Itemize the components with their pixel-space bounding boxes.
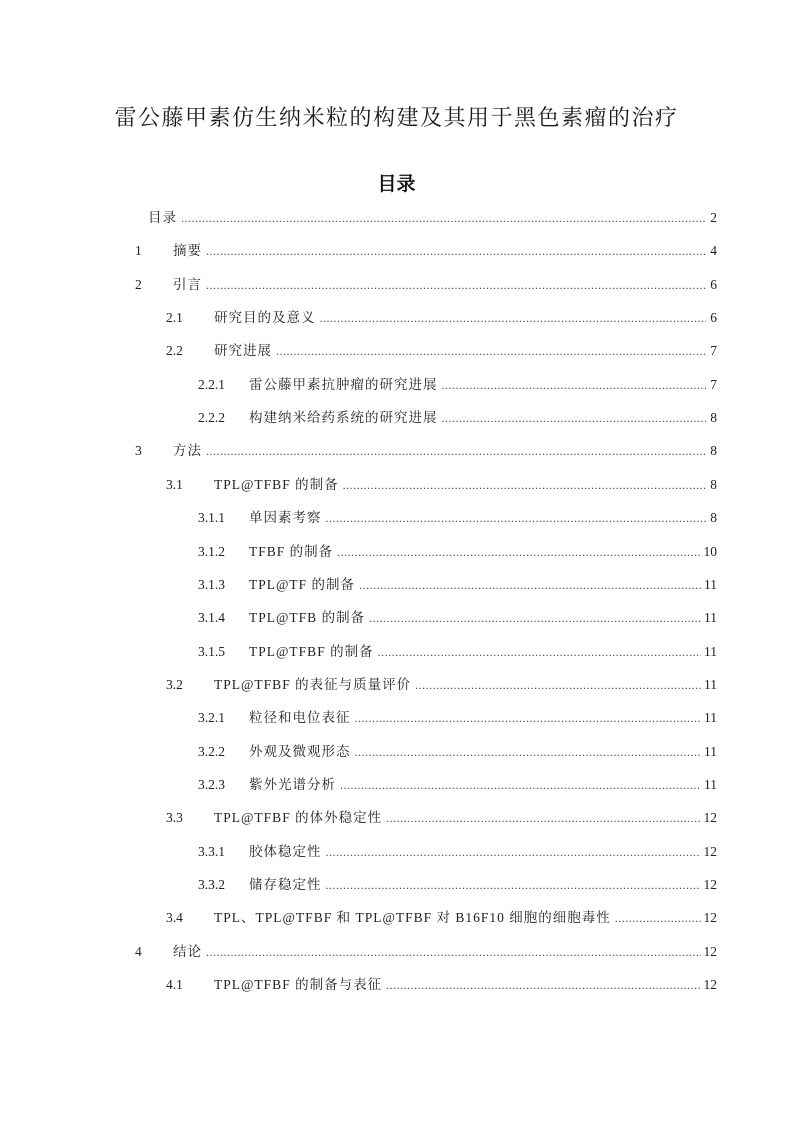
toc-entry-number: 4 — [135, 943, 142, 959]
toc-entry[interactable] — [198, 508, 717, 528]
toc-entry-number: 3.1.5 — [198, 643, 225, 659]
toc-entry-title[interactable]: 储存稳定性 — [249, 877, 322, 892]
toc-entry-page-number[interactable]: 7 — [710, 376, 717, 392]
toc-entry-page-number[interactable]: 10 — [703, 543, 717, 559]
toc-dot-leader — [386, 808, 700, 828]
toc-entry-title[interactable]: TPL、TPL@TFBF 和 TPL@TFBF 对 B16F10 细胞的细胞毒性 — [214, 910, 611, 926]
toc-entry-title[interactable]: TPL@TFBF 的表征与质量评价 — [214, 676, 412, 692]
toc-entry-number: 3.4 — [166, 910, 183, 926]
toc-entry[interactable] — [198, 842, 717, 862]
toc-entry-page-number[interactable]: 11 — [704, 576, 717, 592]
toc-entry-number: 2.1 — [166, 310, 183, 326]
toc-heading: 目录 — [377, 173, 416, 195]
toc-entry-number: 4.1 — [166, 977, 183, 993]
toc-entry[interactable] — [135, 241, 717, 261]
toc-entry[interactable] — [166, 908, 717, 928]
toc-entry-number: 3.3.2 — [198, 877, 225, 892]
toc-entry-page-number[interactable]: 11 — [704, 676, 717, 692]
toc-dot-leader — [326, 875, 701, 895]
toc-dot-leader — [386, 975, 700, 995]
toc-entry[interactable] — [198, 408, 717, 428]
toc-dot-leader — [326, 842, 701, 862]
toc-entry-title[interactable]: 粒径和电位表征 — [249, 710, 351, 726]
toc-entry-number: 1 — [135, 243, 142, 259]
toc-entry[interactable] — [198, 708, 717, 728]
toc-entry[interactable] — [166, 308, 717, 328]
toc-entry[interactable] — [166, 475, 717, 495]
toc-entry-page-number[interactable]: 8 — [710, 510, 717, 526]
toc-dot-leader — [206, 942, 701, 962]
toc-dot-leader — [337, 542, 700, 562]
toc-entry-page-number[interactable]: 6 — [710, 276, 717, 292]
toc-entry-number: 3.2.1 — [198, 710, 225, 726]
toc-dot-leader — [326, 508, 707, 528]
toc-entry-page-number[interactable]: 12 — [703, 877, 717, 892]
toc-dot-leader — [276, 341, 706, 361]
toc-entry-page-number[interactable]: 6 — [710, 310, 717, 326]
toc-entry[interactable] — [198, 575, 717, 595]
toc-dot-leader — [206, 241, 706, 261]
toc-entry-title[interactable]: TPL@TFBF 的制备 — [214, 476, 339, 492]
toc-entry-title[interactable]: TPL@TFBF 的体外稳定性 — [214, 810, 383, 826]
toc-entry-title[interactable]: TPL@TFBF 的制备 — [249, 643, 374, 659]
toc-entry-title[interactable]: TPL@TF 的制备 — [249, 576, 356, 592]
toc-entry-title[interactable]: 外观及微观形态 — [249, 743, 351, 759]
toc-entry-page-number[interactable]: 12 — [703, 843, 717, 859]
toc-dot-leader — [320, 308, 707, 328]
toc-dot-leader — [442, 375, 707, 395]
toc-entry-page-number[interactable]: 11 — [704, 643, 717, 659]
document-title: 雷公藤甲素仿生纳米粒的构建及其用于黑色素瘤的治疗 — [114, 105, 679, 130]
toc-entry-title[interactable]: 研究目的及意义 — [214, 310, 316, 326]
toc-dot-leader — [355, 742, 702, 762]
toc-entry-page-number[interactable]: 8 — [710, 443, 717, 459]
toc-entry[interactable] — [166, 808, 717, 828]
toc-dot-leader — [340, 775, 701, 795]
toc-entry-title[interactable]: 紫外光谱分析 — [249, 776, 336, 792]
toc-entry-number: 2 — [135, 276, 142, 292]
toc-entry-number: 2.2.2 — [198, 410, 225, 426]
toc-entry[interactable] — [148, 208, 717, 228]
toc-entry-title[interactable]: 引言 — [173, 276, 202, 292]
toc-entry-title[interactable]: 单因素考察 — [249, 510, 322, 526]
toc-entry-title[interactable]: TPL@TFB 的制备 — [249, 610, 366, 626]
toc-entry[interactable] — [198, 775, 717, 795]
toc-entry[interactable] — [198, 608, 717, 628]
toc-entry-title[interactable]: 研究进展 — [214, 343, 272, 359]
toc-entry-page-number[interactable]: 11 — [704, 743, 717, 759]
toc-entry-page-number[interactable]: 12 — [703, 977, 717, 993]
toc-entry-number: 3.1 — [166, 476, 183, 492]
toc-entry-page-number[interactable]: 11 — [704, 610, 717, 626]
toc-entry-number: 3.2.3 — [198, 776, 225, 792]
toc-entry-title[interactable]: 胶体稳定性 — [249, 843, 322, 859]
toc-entry-number: 3.1.4 — [198, 610, 225, 626]
toc-dot-leader — [359, 575, 701, 595]
toc-entry-number: 3.2 — [166, 676, 183, 692]
toc-entry-page-number[interactable]: 4 — [710, 243, 717, 259]
toc-entry-number: 3.3 — [166, 810, 183, 826]
toc-dot-leader — [181, 208, 706, 228]
toc-dot-leader — [343, 475, 706, 495]
toc-entry-title[interactable]: 方法 — [173, 443, 202, 459]
toc-entry-title[interactable]: 目录 — [148, 210, 177, 225]
toc-entry-page-number[interactable]: 11 — [704, 710, 717, 726]
toc-dot-leader — [378, 642, 701, 662]
toc-entry-page-number[interactable]: 12 — [703, 943, 717, 959]
toc-entry[interactable] — [198, 875, 717, 895]
toc-entry-number: 3.1.1 — [198, 510, 225, 526]
toc-entry-page-number[interactable]: 8 — [710, 476, 717, 492]
toc-entry[interactable] — [198, 742, 717, 762]
toc-dot-leader — [355, 708, 702, 728]
toc-entry-page-number[interactable]: 11 — [704, 776, 717, 792]
toc-entry-title[interactable]: 结论 — [173, 943, 202, 959]
toc-entry[interactable] — [198, 642, 717, 662]
toc-entry-title[interactable]: TFBF 的制备 — [249, 543, 334, 559]
toc-entry-page-number[interactable]: 12 — [703, 910, 717, 926]
toc-dot-leader — [206, 275, 706, 295]
toc-entry-number: 2.2.1 — [198, 376, 225, 392]
toc-dot-leader — [369, 608, 701, 628]
toc-entry-page-number[interactable]: 7 — [710, 343, 717, 359]
toc-entry-number: 2.2 — [166, 343, 183, 359]
toc-entry-title[interactable]: 摘要 — [173, 243, 202, 259]
toc-dot-leader — [206, 441, 706, 461]
toc-entry[interactable] — [166, 975, 717, 995]
toc-dot-leader — [442, 408, 707, 428]
toc-entry-page-number[interactable]: 2 — [710, 210, 717, 225]
toc-entry-title[interactable]: 构建纳米给药系统的研究进展 — [249, 410, 438, 426]
toc-entry[interactable] — [135, 275, 717, 295]
toc-entry-title[interactable]: TPL@TFBF 的制备与表征 — [214, 977, 383, 993]
toc-entry-number: 3.1.3 — [198, 576, 225, 592]
toc-entry[interactable] — [198, 375, 717, 395]
toc-entry[interactable] — [166, 341, 717, 361]
toc-entry[interactable] — [135, 942, 717, 962]
toc-entry-number: 3 — [135, 443, 142, 459]
toc-entry-number: 3.1.2 — [198, 543, 225, 559]
toc-entry-title[interactable]: 雷公藤甲素抗肿瘤的研究进展 — [249, 376, 438, 392]
toc-entry-number: 3.2.2 — [198, 743, 225, 759]
toc-entry-page-number[interactable]: 12 — [703, 810, 717, 826]
toc-dot-leader — [415, 675, 701, 695]
toc-entry[interactable] — [198, 542, 717, 562]
toc-entry[interactable] — [135, 441, 717, 461]
toc-dot-leader — [615, 908, 701, 928]
toc-entry[interactable] — [166, 675, 717, 695]
toc-entry-number: 3.3.1 — [198, 843, 225, 859]
toc-entry-page-number[interactable]: 8 — [710, 410, 717, 426]
